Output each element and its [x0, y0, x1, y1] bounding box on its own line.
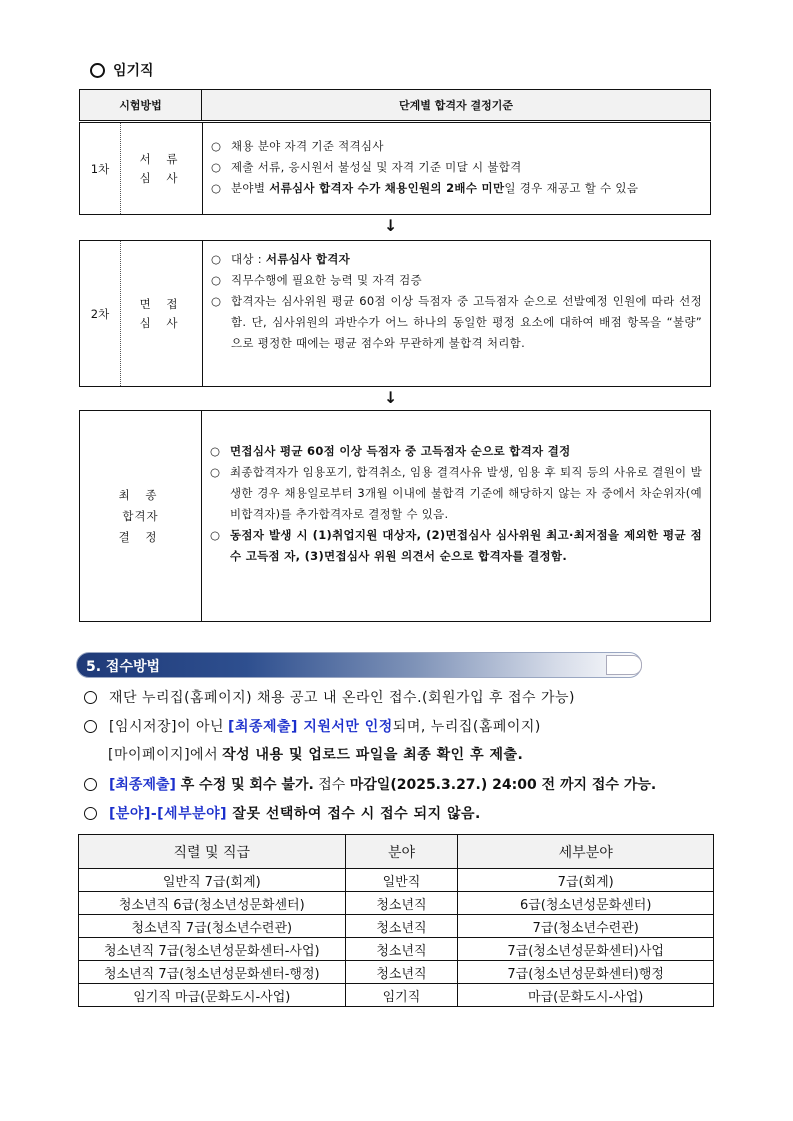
- stage-1-name-line1: 서 류: [139, 151, 184, 166]
- bold-segment: 잘못 선택하여 접수 시 접수 되지 않음.: [227, 806, 481, 822]
- stage-2-row: [79, 240, 711, 387]
- heading-text: 임기직: [113, 63, 154, 79]
- circle-bullet-icon: [90, 63, 105, 78]
- stage-3-name-line2: 합격자: [122, 508, 159, 523]
- table-cell: 청소년직 6급(청소년성문화센터): [79, 892, 346, 915]
- circle-bullet-icon: [84, 691, 97, 704]
- header-criteria: 단계별 합격자 결정기준: [399, 99, 513, 112]
- bullet-icon: ○: [211, 294, 222, 308]
- bullet-icon: ○: [210, 444, 221, 458]
- receipt-line-2: [84, 716, 541, 736]
- table-row: [79, 938, 714, 961]
- stage-3-name-line3: 결 정: [118, 529, 163, 544]
- receipt-line-1: [84, 687, 575, 707]
- table-cell: 일반직 7급(회계): [79, 869, 346, 892]
- header-method: 시험방법: [80, 90, 202, 120]
- table-cell: 일반직: [345, 869, 458, 892]
- receipt-line-3: [84, 774, 656, 794]
- stage-3-content: [202, 411, 710, 621]
- bullet-icon: ○: [211, 139, 222, 153]
- stage-1-item: [231, 178, 702, 199]
- stage-1-item: 채용 분야 자격 기준 적격심사: [231, 139, 384, 153]
- bullet-icon: ○: [211, 252, 222, 266]
- section-banner: [76, 652, 642, 678]
- stage-2-item: 직무수행에 필요한 능력 및 자격 검증: [231, 273, 422, 287]
- table-cell: 마급(문화도시-사업): [458, 984, 714, 1007]
- stage-3-name-line1: 최 종: [118, 487, 163, 502]
- table-cell: 7급(청소년수련관): [458, 915, 714, 938]
- column-header: 직렬 및 직급: [79, 835, 346, 869]
- table-cell: 임기직 마급(문화도시-사업): [79, 984, 346, 1007]
- table-row: [79, 961, 714, 984]
- bold-segment: 서류심사 합격자: [265, 252, 351, 266]
- table-cell: 6급(청소년성문화센터): [458, 892, 714, 915]
- highlight-segment: [최종제출]: [109, 777, 176, 793]
- table-cell: 청소년직 7급(청소년성문화센터-행정): [79, 961, 346, 984]
- stage-3-item: 면접심사 평균 60점 이상 득점자 중 고득점자 순으로 합격자 결정: [230, 444, 571, 458]
- table-cell: 임기직: [345, 984, 458, 1007]
- text-segment: [임시저장]이 아닌: [109, 719, 225, 735]
- stage-2-name: [121, 241, 203, 386]
- table-cell: 청소년직 7급(청소년성문화센터-사업): [79, 938, 346, 961]
- table-cell: 7급(청소년성문화센터)행정: [458, 961, 714, 984]
- table-cell: 청소년직: [345, 892, 458, 915]
- text-segment: 분야별: [231, 181, 270, 195]
- stage-1-number: 1차: [80, 123, 121, 214]
- stage-3-item: 최종합격자가 임용포기, 합격취소, 임용 결격사유 발생, 임용 후 퇴직 등의 사유로 결원이 발생한 경우 채용일로부터 3개월 이내에 불합격 기준에 해당하지 않는 자 중에서 차순위자(예비합격자)를 추가합격자로 결정할 수 있음.: [230, 465, 702, 521]
- stage-1-name: [121, 123, 203, 214]
- stage-1-item: 제출 서류, 응시원서 불성실 및 자격 기준 미달 시 불합격: [231, 160, 522, 174]
- column-header: 세부분야: [458, 835, 714, 869]
- bullet-icon: ○: [210, 465, 221, 479]
- down-arrow-icon: ↓: [384, 388, 398, 407]
- text-segment: 접수: [313, 777, 350, 793]
- bold-segment: 마감일(2025.3.27.) 24:00 전 까지 접수 가능.: [349, 777, 657, 793]
- circle-bullet-icon: [84, 778, 97, 791]
- banner-end-decoration: [606, 655, 642, 675]
- stage-2-item: 합격자는 심사위원 평균 60점 이상 득점자 중 고득점자 순으로 선발예정 인원에 따라 선정함. 단, 심사위원의 과반수가 어느 하나의 동일한 평정 요소에 대하여 배점 항목을 “불량” 으로 평정한 때에는 평균 점수와 무관하게 불합격 처리함.: [231, 294, 702, 350]
- criteria-table-header: [79, 89, 711, 121]
- table-row: [79, 869, 714, 892]
- stage-3-name: [80, 411, 202, 621]
- bullet-icon: ○: [211, 181, 222, 195]
- text-segment: [마이페이지]에서: [108, 747, 219, 763]
- table-cell: 7급(청소년성문화센터)사업: [458, 938, 714, 961]
- text-segment: 일 경우 재공고 할 수 있음: [504, 181, 639, 195]
- stage-2-number: 2차: [80, 241, 121, 386]
- stage-3-item: 동점자 발생 시 (1)취업지원 대상자, (2)면접심사 심사위원 최고·최저점을 제외한 평균 점수 고득점 자, (3)면접심사 위원 의견서 순으로 합격자를 결정함.: [230, 528, 702, 563]
- table-row: [79, 892, 714, 915]
- stage-1-name-line2: 심 사: [139, 170, 184, 185]
- receipt-line-2b: [108, 744, 523, 764]
- section-title: 5. 접수방법: [86, 659, 161, 675]
- bold-segment: 후 수정 및 회수 불가.: [175, 777, 314, 793]
- bullet-icon: ○: [210, 528, 221, 542]
- bullet-icon: ○: [211, 273, 222, 287]
- stage-3-row: [79, 410, 711, 622]
- receipt-line-4: [84, 803, 481, 823]
- highlight-segment: [분야]-[세부분야]: [109, 806, 228, 822]
- section-heading: [90, 60, 154, 80]
- table-cell: 청소년직: [345, 915, 458, 938]
- table-cell: 청소년직 7급(청소년수련관): [79, 915, 346, 938]
- circle-bullet-icon: [84, 807, 97, 820]
- column-header: 분야: [345, 835, 458, 869]
- stage-2-content: [203, 241, 710, 386]
- table-cell: 7급(회계): [458, 869, 714, 892]
- line-text: 재단 누리집(홈페이지) 채용 공고 내 온라인 접수.(회원가입 후 접수 가능): [109, 690, 576, 706]
- down-arrow-icon: ↓: [384, 216, 398, 235]
- bullet-icon: ○: [211, 160, 222, 174]
- stage-2-item: [231, 249, 702, 270]
- stage-1-row: [79, 122, 711, 215]
- field-table: [78, 834, 714, 1007]
- bold-segment: 작성 내용 및 업로드 파일을 최종 확인 후 제출.: [222, 747, 524, 763]
- stage-2-name-line1: 면 접: [139, 296, 184, 311]
- bold-segment: 서류심사 합격자 수가 채용인원의 2배수 미만: [269, 181, 505, 195]
- text-segment: 대상 :: [231, 252, 266, 266]
- highlight-segment: [최종제출] 지원서만 인정: [228, 719, 393, 735]
- table-cell: 청소년직: [345, 938, 458, 961]
- stage-2-name-line2: 심 사: [139, 315, 184, 330]
- text-segment: 되며, 누리집(홈페이지): [392, 719, 541, 735]
- table-row: [79, 984, 714, 1007]
- table-header-row: [79, 835, 714, 869]
- table-row: [79, 915, 714, 938]
- table-cell: 청소년직: [345, 961, 458, 984]
- stage-1-content: [203, 123, 710, 214]
- circle-bullet-icon: [84, 720, 97, 733]
